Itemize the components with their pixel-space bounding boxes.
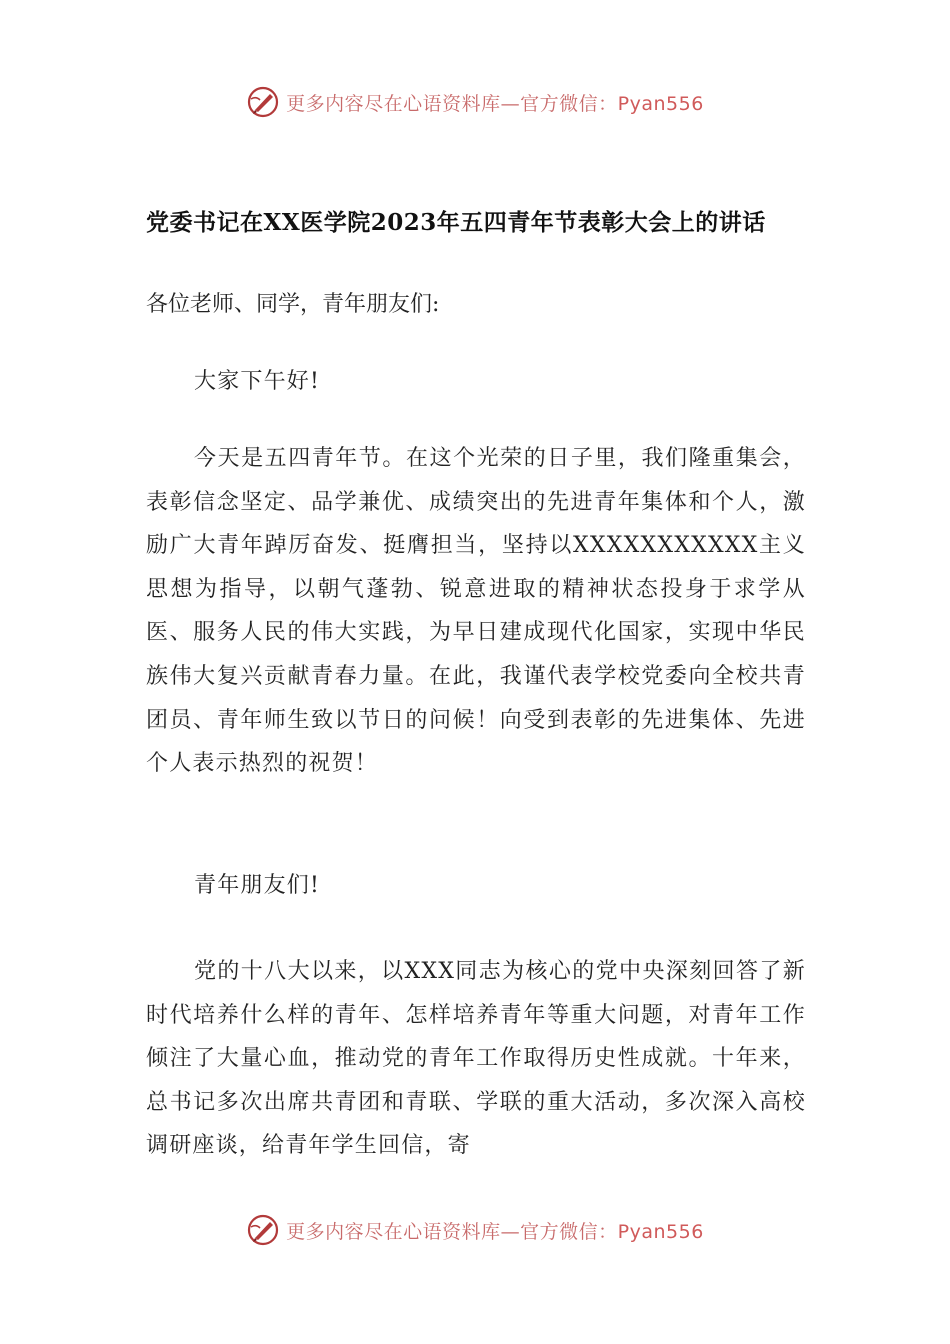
watermark-banner-top: [0, 82, 950, 122]
body-paragraph-2: 党的十八大以来，以XXX同志为核心的党中央深刻回答了新时代培养什么样的青年、怎样培养青年等重大问题，对青年工作倾注了大量心血，推动党的青年工作取得历史性成就。十年来，总书记多次出席共青团和青联、学联的重大活动，多次深入高校调研座谈，给青年学生回信，寄: [146, 959, 806, 1159]
pen-logo-icon: [246, 1213, 280, 1247]
salutation: 各位老师、同学，青年朋友们:: [146, 292, 440, 317]
watermark-text: 更多内容尽在心语资料库—官方微信：Pyan556: [286, 1220, 704, 1243]
address-paragraph: 青年朋友们!: [194, 873, 321, 898]
watermark-text: 更多内容尽在心语资料库—官方微信：Pyan556: [286, 92, 704, 115]
pen-logo-icon: [246, 85, 280, 119]
watermark-banner-bottom: [0, 1210, 950, 1250]
greeting-paragraph: 大家下午好!: [194, 369, 321, 394]
body-paragraph-1: 今天是五四青年节。在这个光荣的日子里，我们隆重集会，表彰信念坚定、品学兼优、成绩突出的先进青年集体和个人，激励广大青年踔厉奋发、挺膺担当，坚持以XXXXXXXXXXX主义思想为指导，以朝气蓬勃、锐意进取的精神状态投身于求学从医、服务人民的伟大实践，为早日建成现代化国家，实现中华民族伟大复兴贡献青春力量。在此，我谨代表学校党委向全校共青团员、青年师生致以节日的问候！向受到表彰的先进集体、先进个人表示热烈的祝贺！: [146, 446, 806, 777]
page-title: 党委书记在XX医学院2023年五四青年节表彰大会上的讲话: [146, 209, 766, 236]
